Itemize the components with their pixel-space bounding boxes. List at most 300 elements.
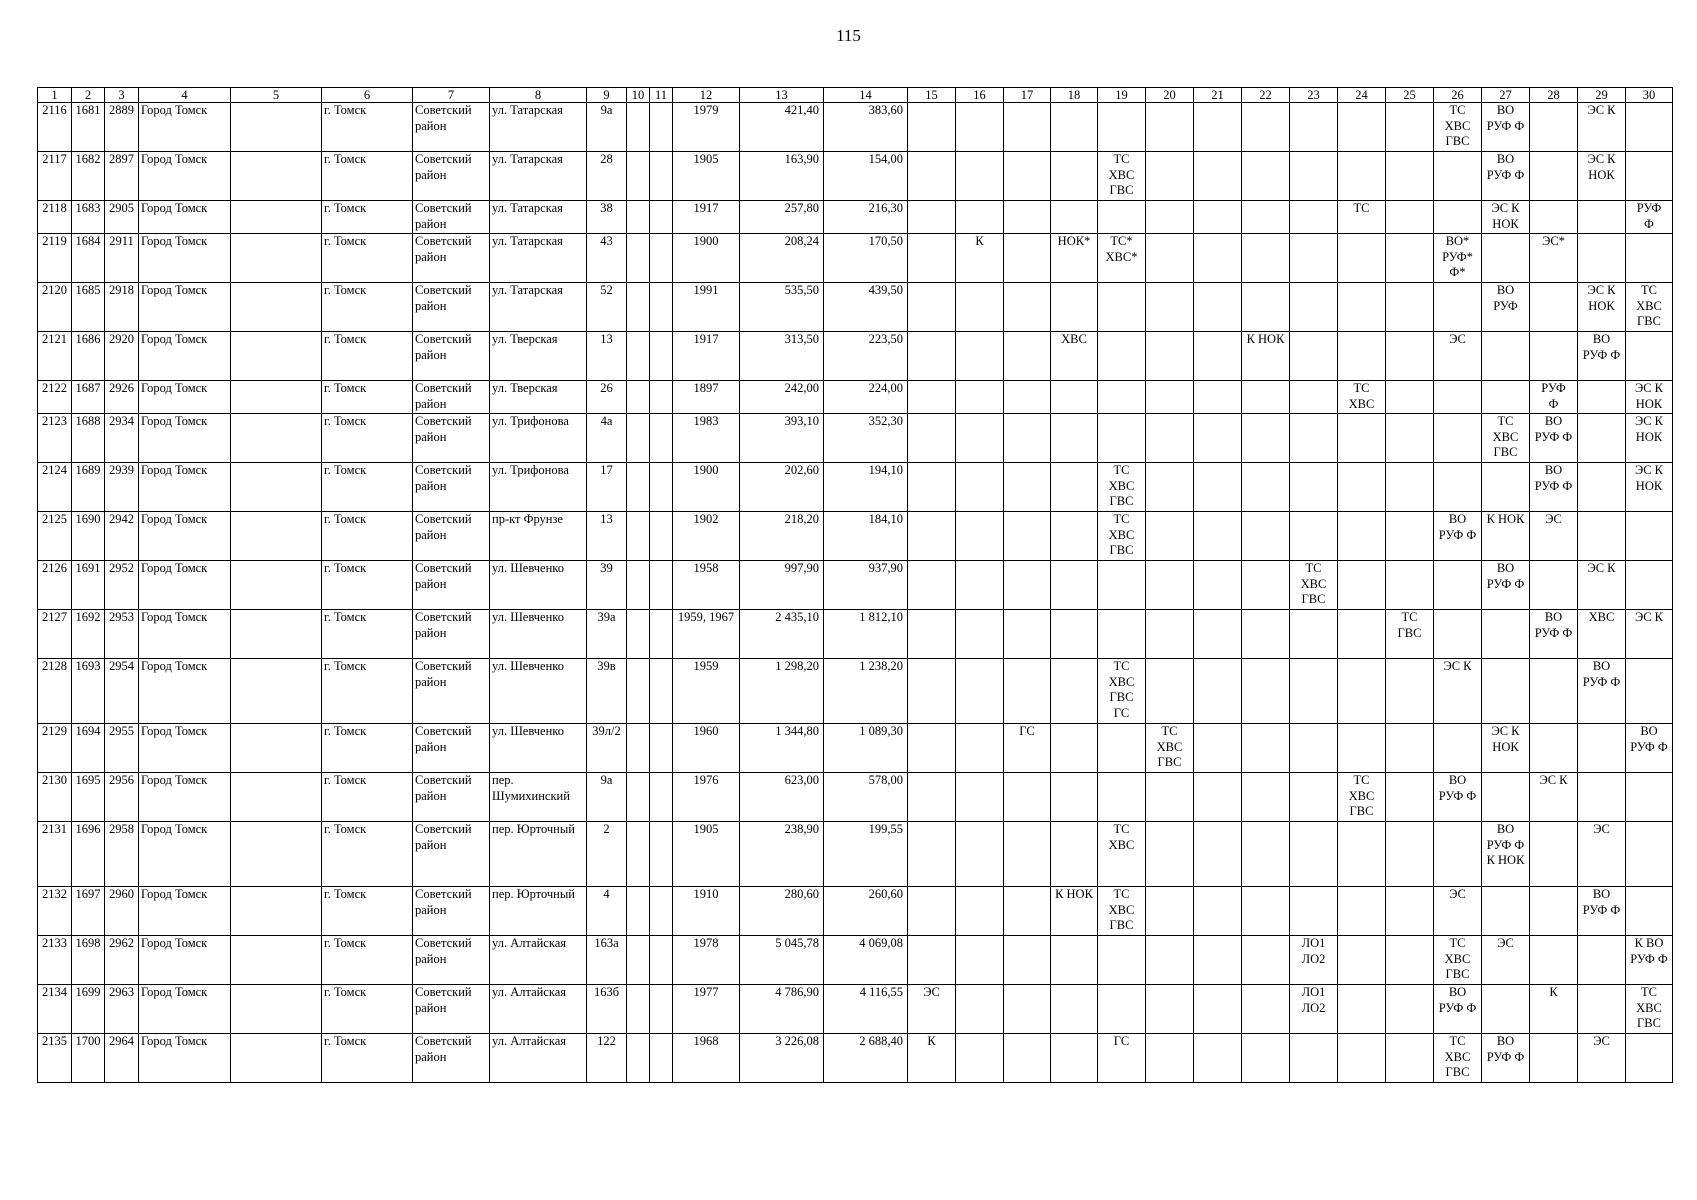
- table-cell: 163б: [587, 985, 627, 1034]
- table-cell: Город Томск: [139, 724, 231, 773]
- table-cell: [1386, 936, 1434, 985]
- table-cell: г. Томск: [322, 724, 413, 773]
- table-cell: ТС: [1338, 201, 1386, 234]
- table-cell: [1386, 332, 1434, 381]
- table-cell: [650, 201, 673, 234]
- table-cell: 218,20: [740, 512, 824, 561]
- column-header: 19: [1098, 88, 1146, 103]
- table-cell: [1338, 103, 1386, 152]
- table-cell: [1051, 283, 1098, 332]
- table-cell: ЭС: [1482, 936, 1530, 985]
- table-cell: 2126: [38, 561, 72, 610]
- table-cell: [1194, 103, 1242, 152]
- table-cell: [1626, 887, 1673, 936]
- table-cell: 1991: [673, 283, 740, 332]
- table-cell: 2962: [105, 936, 139, 985]
- table-cell: 43: [587, 234, 627, 283]
- table-cell: 1692: [72, 610, 105, 659]
- table-cell: 1 238,20: [824, 659, 908, 724]
- table-cell: ТС ХВС ГВС: [1290, 561, 1338, 610]
- column-header: 17: [1004, 88, 1051, 103]
- table-cell: [1626, 512, 1673, 561]
- table-row: [38, 887, 1673, 936]
- table-cell: [1146, 283, 1194, 332]
- table-cell: ТС ХВС ГВС: [1098, 887, 1146, 936]
- table-cell: 2918: [105, 283, 139, 332]
- table-cell: [627, 773, 650, 822]
- column-header: 28: [1530, 88, 1578, 103]
- table-cell: ТС ХВС: [1098, 822, 1146, 887]
- table-cell: [1338, 1034, 1386, 1083]
- table-cell: 578,00: [824, 773, 908, 822]
- table-cell: [650, 773, 673, 822]
- table-cell: 1697: [72, 887, 105, 936]
- table-cell: [1434, 201, 1482, 234]
- table-cell: [1242, 561, 1290, 610]
- table-cell: [1146, 1034, 1194, 1083]
- table-cell: [1004, 512, 1051, 561]
- table-cell: [1290, 463, 1338, 512]
- table-cell: ТС ХВС: [1338, 381, 1386, 414]
- table-cell: ул. Трифонова: [490, 414, 587, 463]
- table-cell: [1626, 773, 1673, 822]
- table-cell: [908, 887, 956, 936]
- table-cell: ХВС: [1051, 332, 1098, 381]
- table-cell: пер. Юрточный: [490, 822, 587, 887]
- table-cell: [1290, 332, 1338, 381]
- table-cell: 1695: [72, 773, 105, 822]
- table-cell: К: [956, 234, 1004, 283]
- table-cell: [1338, 234, 1386, 283]
- table-cell: [1098, 414, 1146, 463]
- column-header: 7: [413, 88, 490, 103]
- table-cell: [1578, 724, 1626, 773]
- table-cell: [231, 234, 322, 283]
- table-cell: [1434, 381, 1482, 414]
- table-cell: [1578, 936, 1626, 985]
- table-cell: г. Томск: [322, 414, 413, 463]
- table-cell: [1146, 561, 1194, 610]
- table-cell: 122: [587, 1034, 627, 1083]
- table-cell: ул. Шевченко: [490, 724, 587, 773]
- table-cell: [650, 512, 673, 561]
- table-cell: Город Томск: [139, 414, 231, 463]
- table-cell: [1386, 463, 1434, 512]
- table-cell: 1900: [673, 234, 740, 283]
- table-cell: [627, 724, 650, 773]
- table-cell: ЭС: [1434, 887, 1482, 936]
- table-cell: Советский район: [413, 381, 490, 414]
- table-cell: 1688: [72, 414, 105, 463]
- table-cell: [627, 985, 650, 1034]
- table-cell: [1386, 1034, 1434, 1083]
- table-row: [38, 659, 1673, 724]
- table-cell: [908, 234, 956, 283]
- table-cell: [1194, 659, 1242, 724]
- table-cell: 1902: [673, 512, 740, 561]
- table-cell: [1626, 1034, 1673, 1083]
- column-header: 16: [956, 88, 1004, 103]
- table-cell: Город Томск: [139, 985, 231, 1034]
- table-cell: Город Томск: [139, 152, 231, 201]
- table-cell: 223,50: [824, 332, 908, 381]
- table-cell: [1386, 152, 1434, 201]
- table-cell: 2897: [105, 152, 139, 201]
- table-cell: [1146, 822, 1194, 887]
- table-row: [38, 201, 1673, 234]
- table-cell: [1098, 103, 1146, 152]
- table-cell: [650, 152, 673, 201]
- table-cell: пер. Юрточный: [490, 887, 587, 936]
- table-cell: [1146, 887, 1194, 936]
- table-cell: 439,50: [824, 283, 908, 332]
- table-cell: [1004, 332, 1051, 381]
- table-cell: 52: [587, 283, 627, 332]
- table-cell: 1681: [72, 103, 105, 152]
- table-cell: [650, 985, 673, 1034]
- table-cell: 2920: [105, 332, 139, 381]
- table-cell: г. Томск: [322, 659, 413, 724]
- table-cell: [627, 152, 650, 201]
- table-row: [38, 822, 1673, 887]
- table-cell: [1578, 512, 1626, 561]
- table-cell: [1386, 985, 1434, 1034]
- table-cell: [1242, 152, 1290, 201]
- table-cell: [908, 332, 956, 381]
- table-cell: [1482, 773, 1530, 822]
- table-cell: 38: [587, 201, 627, 234]
- table-cell: 1959, 1967: [673, 610, 740, 659]
- table-cell: [1338, 822, 1386, 887]
- table-cell: [908, 152, 956, 201]
- table-cell: [1004, 103, 1051, 152]
- table-cell: [1242, 985, 1290, 1034]
- table-cell: [908, 822, 956, 887]
- table-cell: [1386, 773, 1434, 822]
- table-cell: [908, 283, 956, 332]
- table-cell: Советский район: [413, 773, 490, 822]
- table-cell: [1482, 381, 1530, 414]
- table-cell: [908, 103, 956, 152]
- table-cell: 1700: [72, 1034, 105, 1083]
- table-cell: 1978: [673, 936, 740, 985]
- table-cell: [908, 724, 956, 773]
- table-cell: ТС ХВС ГВС: [1338, 773, 1386, 822]
- table-cell: Советский район: [413, 1034, 490, 1083]
- table-cell: [1098, 201, 1146, 234]
- table-cell: [1290, 822, 1338, 887]
- table-cell: Советский район: [413, 822, 490, 887]
- table-cell: [1004, 561, 1051, 610]
- table-cell: [908, 659, 956, 724]
- table-cell: [1194, 283, 1242, 332]
- table-cell: [231, 985, 322, 1034]
- table-cell: ТС ХВС ГВС: [1098, 512, 1146, 561]
- table-cell: 1976: [673, 773, 740, 822]
- table-cell: Город Томск: [139, 887, 231, 936]
- table-cell: г. Томск: [322, 103, 413, 152]
- table-cell: 280,60: [740, 887, 824, 936]
- table-cell: [627, 822, 650, 887]
- table-cell: [1482, 610, 1530, 659]
- table-cell: [956, 1034, 1004, 1083]
- table-cell: [1290, 1034, 1338, 1083]
- table-row: [38, 381, 1673, 414]
- table-cell: [1338, 332, 1386, 381]
- table-cell: [1242, 887, 1290, 936]
- table-cell: 2128: [38, 659, 72, 724]
- table-cell: ЭС: [1578, 1034, 1626, 1083]
- table-cell: [1098, 381, 1146, 414]
- table-cell: [1051, 152, 1098, 201]
- table-cell: [1194, 1034, 1242, 1083]
- table-cell: 2130: [38, 773, 72, 822]
- table-cell: ВО РУФ Ф: [1482, 103, 1530, 152]
- table-cell: [1578, 463, 1626, 512]
- table-cell: ВО РУФ Ф: [1434, 773, 1482, 822]
- table-cell: ТС ХВС ГВС: [1434, 103, 1482, 152]
- table-cell: [1242, 610, 1290, 659]
- table-cell: [231, 283, 322, 332]
- table-cell: [231, 659, 322, 724]
- table-cell: 2889: [105, 103, 139, 152]
- table-cell: 1917: [673, 201, 740, 234]
- table-cell: 2124: [38, 463, 72, 512]
- table-cell: [627, 414, 650, 463]
- table-cell: 997,90: [740, 561, 824, 610]
- table-cell: ТС ГВС: [1386, 610, 1434, 659]
- table-cell: [1098, 936, 1146, 985]
- table-cell: [1004, 936, 1051, 985]
- table-cell: [1051, 659, 1098, 724]
- table-cell: [231, 887, 322, 936]
- table-cell: [1482, 985, 1530, 1034]
- table-cell: ВО РУФ Ф: [1434, 985, 1482, 1034]
- table-cell: 2942: [105, 512, 139, 561]
- table-cell: [1194, 201, 1242, 234]
- table-cell: [1146, 103, 1194, 152]
- table-cell: [1146, 985, 1194, 1034]
- table-cell: Город Томск: [139, 283, 231, 332]
- table-cell: [1626, 234, 1673, 283]
- table-cell: 4 116,55: [824, 985, 908, 1034]
- table-cell: 4а: [587, 414, 627, 463]
- column-header: 11: [650, 88, 673, 103]
- table-cell: [1194, 463, 1242, 512]
- table-cell: [1051, 512, 1098, 561]
- table-cell: [1338, 724, 1386, 773]
- table-cell: [231, 381, 322, 414]
- table-cell: [956, 610, 1004, 659]
- table-cell: 184,10: [824, 512, 908, 561]
- table-cell: [1194, 985, 1242, 1034]
- table-cell: [1290, 773, 1338, 822]
- table-cell: Город Томск: [139, 773, 231, 822]
- table-cell: ЭС К: [1578, 561, 1626, 610]
- table-cell: 2953: [105, 610, 139, 659]
- table-row: [38, 103, 1673, 152]
- table-cell: [1338, 283, 1386, 332]
- table-cell: Город Томск: [139, 610, 231, 659]
- table-cell: [1194, 152, 1242, 201]
- table-cell: ул. Шевченко: [490, 659, 587, 724]
- table-cell: Город Томск: [139, 234, 231, 283]
- table-cell: 1917: [673, 332, 740, 381]
- table-cell: 352,30: [824, 414, 908, 463]
- table-cell: Город Томск: [139, 659, 231, 724]
- table-cell: [231, 610, 322, 659]
- table-cell: [1386, 103, 1434, 152]
- table-cell: [1482, 332, 1530, 381]
- table-cell: г. Томск: [322, 381, 413, 414]
- table-cell: [1242, 822, 1290, 887]
- table-cell: 163,90: [740, 152, 824, 201]
- table-cell: Город Томск: [139, 381, 231, 414]
- column-header: 20: [1146, 88, 1194, 103]
- table-cell: [1434, 283, 1482, 332]
- table-cell: [1004, 1034, 1051, 1083]
- table-cell: 1900: [673, 463, 740, 512]
- table-cell: ВО РУФ Ф: [1482, 1034, 1530, 1083]
- table-cell: [1434, 561, 1482, 610]
- table-cell: [1051, 1034, 1098, 1083]
- table-cell: ТС ХВС ГВС: [1434, 1034, 1482, 1083]
- table-cell: Советский район: [413, 887, 490, 936]
- table-cell: [1434, 463, 1482, 512]
- table-cell: Советский район: [413, 512, 490, 561]
- table-cell: [908, 561, 956, 610]
- table-cell: [1434, 724, 1482, 773]
- table-cell: ЭС К: [1434, 659, 1482, 724]
- table-cell: [1626, 152, 1673, 201]
- table-cell: [1338, 659, 1386, 724]
- table-cell: ЭС К НОК: [1626, 414, 1673, 463]
- column-header: 10: [627, 88, 650, 103]
- table-cell: 1968: [673, 1034, 740, 1083]
- table-cell: [650, 414, 673, 463]
- table-cell: г. Томск: [322, 561, 413, 610]
- table-cell: [231, 512, 322, 561]
- table-cell: [1194, 887, 1242, 936]
- table-cell: [1051, 724, 1098, 773]
- table-cell: [231, 724, 322, 773]
- table-cell: [1146, 512, 1194, 561]
- table-row: [38, 463, 1673, 512]
- table-cell: [1290, 234, 1338, 283]
- table-cell: 1682: [72, 152, 105, 201]
- table-row: [38, 414, 1673, 463]
- table-cell: 2119: [38, 234, 72, 283]
- table-cell: г. Томск: [322, 201, 413, 234]
- table-cell: ул. Алтайская: [490, 936, 587, 985]
- table-cell: ВО РУФ Ф: [1530, 463, 1578, 512]
- table-cell: [1530, 201, 1578, 234]
- table-cell: 2125: [38, 512, 72, 561]
- table-cell: 2116: [38, 103, 72, 152]
- table-cell: 1905: [673, 822, 740, 887]
- table-cell: Город Томск: [139, 103, 231, 152]
- column-header: 26: [1434, 88, 1482, 103]
- table-cell: [1338, 610, 1386, 659]
- table-cell: ХВС: [1578, 610, 1626, 659]
- table-row: [38, 561, 1673, 610]
- table-cell: 238,90: [740, 822, 824, 887]
- table-cell: 2131: [38, 822, 72, 887]
- table-cell: г. Томск: [322, 610, 413, 659]
- table-cell: [956, 724, 1004, 773]
- table-cell: [1338, 512, 1386, 561]
- column-header: 18: [1051, 88, 1098, 103]
- column-header: 2: [72, 88, 105, 103]
- table-cell: [1578, 381, 1626, 414]
- table-cell: [1146, 936, 1194, 985]
- table-cell: 1693: [72, 659, 105, 724]
- table-cell: 216,30: [824, 201, 908, 234]
- table-cell: [1242, 414, 1290, 463]
- table-cell: г. Томск: [322, 152, 413, 201]
- table-cell: ЭС К НОК: [1626, 463, 1673, 512]
- table-cell: Город Томск: [139, 201, 231, 234]
- table-cell: [1290, 152, 1338, 201]
- table-cell: 170,50: [824, 234, 908, 283]
- table-cell: [1194, 381, 1242, 414]
- table-cell: 1959: [673, 659, 740, 724]
- table-cell: 1699: [72, 985, 105, 1034]
- table-cell: ВО РУФ Ф: [1482, 561, 1530, 610]
- table-cell: ЭС К: [1626, 610, 1673, 659]
- table-cell: 2132: [38, 887, 72, 936]
- table-cell: [1386, 887, 1434, 936]
- column-header: 9: [587, 88, 627, 103]
- table-cell: ТС ХВС ГВС: [1626, 283, 1673, 332]
- table-cell: [1242, 463, 1290, 512]
- table-cell: [1146, 463, 1194, 512]
- table-cell: [908, 201, 956, 234]
- table-cell: К НОК: [1482, 512, 1530, 561]
- table-cell: 1696: [72, 822, 105, 887]
- table-cell: 2123: [38, 414, 72, 463]
- table-cell: [1146, 659, 1194, 724]
- table-cell: 4 069,08: [824, 936, 908, 985]
- table-cell: 1 812,10: [824, 610, 908, 659]
- table-cell: 1958: [673, 561, 740, 610]
- table-cell: [1290, 724, 1338, 773]
- table-cell: 1960: [673, 724, 740, 773]
- table-cell: ЭС К: [1530, 773, 1578, 822]
- table-cell: ЛО1 ЛО2: [1290, 936, 1338, 985]
- table-cell: [650, 1034, 673, 1083]
- table-cell: 2135: [38, 1034, 72, 1083]
- table-cell: 2: [587, 822, 627, 887]
- table-cell: ТС ХВС ГВС: [1434, 936, 1482, 985]
- column-header: 22: [1242, 88, 1290, 103]
- table-cell: [1290, 381, 1338, 414]
- table-cell: [1386, 283, 1434, 332]
- table-cell: [1242, 773, 1290, 822]
- table-cell: [1386, 561, 1434, 610]
- table-cell: 2117: [38, 152, 72, 201]
- table-cell: [1434, 610, 1482, 659]
- table-cell: [1530, 724, 1578, 773]
- table-cell: [1338, 414, 1386, 463]
- table-cell: [1530, 822, 1578, 887]
- column-header: 25: [1386, 88, 1434, 103]
- table-cell: ГС: [1004, 724, 1051, 773]
- table-cell: пер. Шумихинский: [490, 773, 587, 822]
- table-cell: [1482, 234, 1530, 283]
- table-cell: [1146, 414, 1194, 463]
- table-cell: г. Томск: [322, 332, 413, 381]
